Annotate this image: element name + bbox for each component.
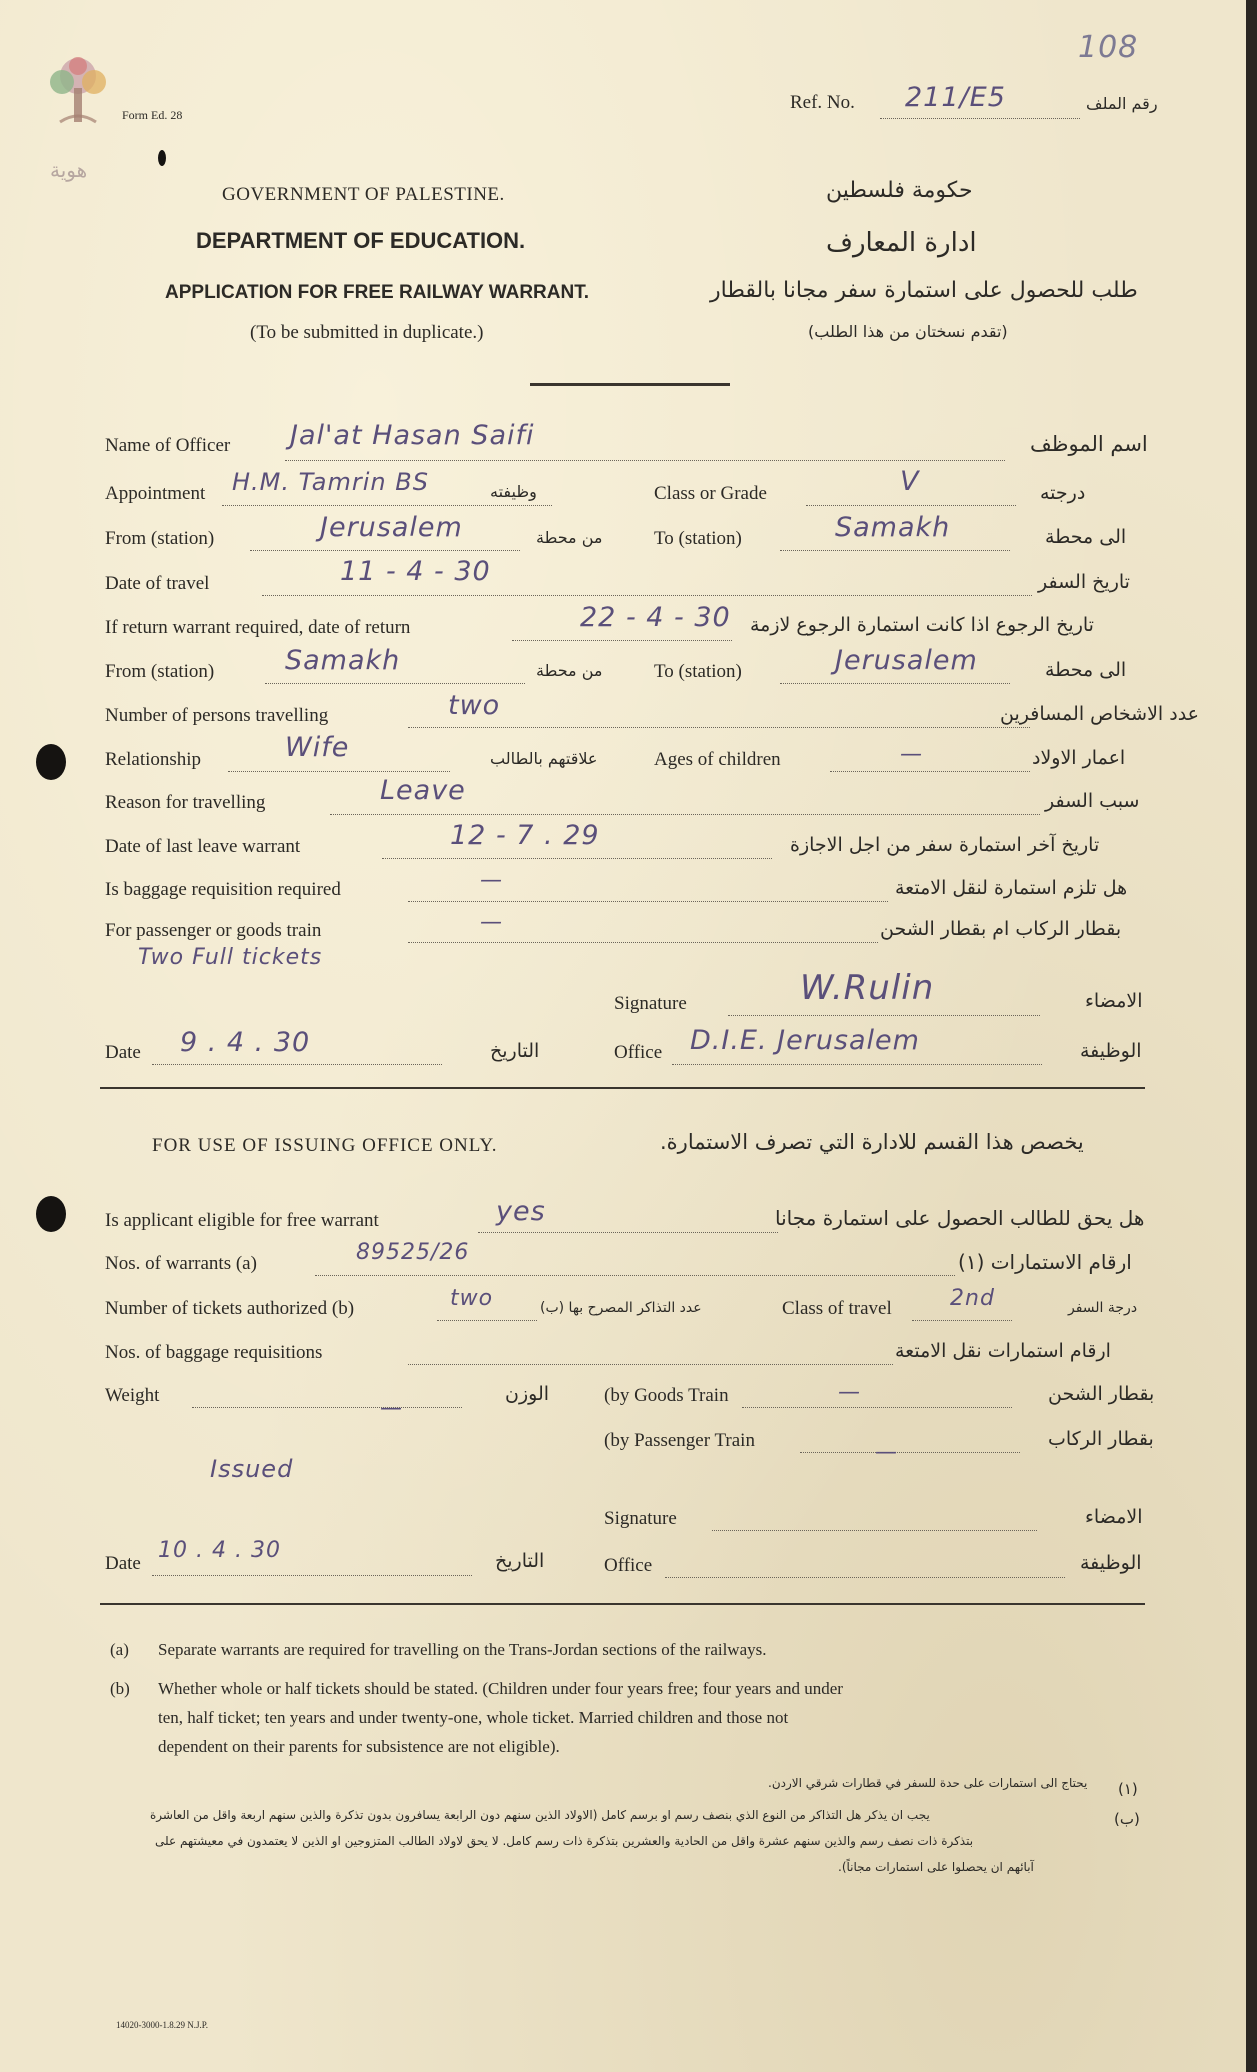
ink-mark <box>158 150 166 166</box>
footnote-b-mark: (b) <box>110 1679 130 1698</box>
footnote-ar-b-line2: بتذكرة ذات نصف رسم والذين سنهم عشرة واقل من الحادية والعشرين بتذكرة ذات رسم كامل. لا يحق لاولاد الطالب المتزوجين او الذين لا يعتمدون في معيشتهم على <box>155 1834 974 1848</box>
baggage-line <box>408 901 888 902</box>
date-travel-value: 11 - 4 - 30 <box>340 556 491 587</box>
class-line <box>806 505 1016 506</box>
officer-label-ar: اسم الموظف <box>1030 432 1148 456</box>
to1-value: Samakh <box>835 512 951 543</box>
class-label-ar: درجته <box>1040 482 1086 504</box>
date-value: 9 . 4 . 30 <box>180 1027 311 1058</box>
to2-label-ar: الى محطة <box>1045 659 1127 681</box>
from1-line <box>250 550 520 551</box>
date-label-ar: التاريخ <box>490 1040 540 1062</box>
form-note: (To be submitted in duplicate.) <box>250 322 484 343</box>
relationship-value: Wife <box>285 732 350 763</box>
return-line <box>512 640 732 641</box>
goods-value: — <box>838 1380 861 1405</box>
issuing-signature-line <box>712 1530 1037 1531</box>
persons-label: Number of persons travelling <box>105 705 329 726</box>
bag-req-label: Nos. of baggage requisitions <box>105 1342 323 1363</box>
ref-label: Ref. No. <box>790 92 855 113</box>
footnote-a: Separate warrants are required for travelling on the Trans-Jordan sections of the railways. <box>158 1640 767 1659</box>
from1-label-ar: من محطة <box>536 528 603 547</box>
date-travel-line <box>262 595 1032 596</box>
issuing-date-line <box>152 1575 472 1576</box>
class-travel-label: Class of travel <box>782 1298 892 1319</box>
train-line <box>408 942 878 943</box>
class-travel-value: 2nd <box>950 1286 995 1311</box>
eligible-label-ar: هل يحق للطالب الحصول على استمارة مجانا <box>775 1206 1145 1230</box>
ages-label: Ages of children <box>654 749 781 770</box>
issuing-date-value: 10 . 4 . 30 <box>158 1538 281 1563</box>
class-value: V <box>900 466 920 497</box>
goods-label-ar: بقطار الشحن <box>1048 1383 1155 1405</box>
eligible-label: Is applicant eligible for free warrant <box>105 1210 379 1231</box>
officer-line <box>285 460 1005 461</box>
return-label: If return warrant required, date of return <box>105 617 411 638</box>
logo-caption: هوية <box>50 158 88 182</box>
footnote-ar-b-mark: (ب) <box>1114 1810 1140 1828</box>
date-travel-label: Date of travel <box>105 573 210 594</box>
office-label-ar: الوظيفة <box>1080 1040 1142 1062</box>
issuing-signature-label: Signature <box>604 1508 677 1529</box>
eligible-value: yes <box>496 1196 546 1227</box>
relationship-label: Relationship <box>105 749 202 770</box>
to2-value: Jerusalem <box>835 645 978 676</box>
issuing-heading: FOR USE OF ISSUING OFFICE ONLY. <box>152 1135 498 1156</box>
gov-heading: GOVERNMENT OF PALESTINE. <box>222 184 505 205</box>
goods-line <box>742 1407 1012 1408</box>
return-label-ar: تاريخ الرجوع اذا كانت استمارة الرجوع لازمة <box>750 614 1094 636</box>
class-label: Class or Grade <box>654 483 767 504</box>
eligible-line <box>478 1232 778 1233</box>
relationship-label-ar: علاقتهم بالطالب <box>490 749 598 768</box>
issuing-heading-ar: يخصص هذا القسم للادارة التي تصرف الاستمارة. <box>660 1130 1084 1154</box>
tickets-label: Number of tickets authorized (b) <box>105 1298 355 1319</box>
signature-label: Signature <box>614 993 687 1014</box>
appointment-label-ar: وظيفته <box>490 482 537 501</box>
issuing-date-label-ar: التاريخ <box>495 1550 545 1572</box>
gov-heading-ar: حكومة فلسطين <box>826 178 973 203</box>
dept-heading: DEPARTMENT OF EDUCATION. <box>196 228 526 253</box>
weight-line <box>192 1407 462 1408</box>
to1-label-ar: الى محطة <box>1045 526 1127 548</box>
return-value: 22 - 4 - 30 <box>580 602 731 633</box>
footnote-ar-b-line1: يجب ان يذكر هل التذاكر من النوع الذي بنصف رسم او برسم كامل (الاولاد الذين سنهم دون الرابعة يسافرون بدون تذكرة والذين سنهم اربعة واقل من العاشرة <box>150 1808 930 1822</box>
from1-value: Jerusalem <box>320 512 463 543</box>
from2-line <box>265 683 525 684</box>
reason-label: Reason for travelling <box>105 792 266 813</box>
warrants-label-ar: ارقام الاستمارات (١) <box>958 1250 1132 1274</box>
train-label: For passenger or goods train <box>105 920 322 941</box>
form-note-ar: (تقدم نسختان من هذا الطلب) <box>808 322 1008 341</box>
appointment-label: Appointment <box>105 483 206 504</box>
train-value: — <box>480 910 503 935</box>
from2-label-ar: من محطة <box>536 661 603 680</box>
footnote-b-line1: Whether whole or half tickets should be stated. (Children under four years free; four years and under <box>158 1679 843 1698</box>
baggage-label: Is baggage requisition required <box>105 879 341 900</box>
class-travel-label-ar: درجة السفر <box>1068 1300 1138 1316</box>
baggage-label-ar: هل تلزم استمارة لنقل الامتعة <box>895 877 1128 899</box>
passenger-line <box>800 1452 1020 1453</box>
tickets-value: two <box>450 1286 494 1311</box>
appointment-value: H.M. Tamrin BS <box>232 468 429 496</box>
tree-logo-icon <box>40 52 116 152</box>
footnote-b-line3: dependent on their parents for subsistence are not eligible). <box>158 1737 560 1756</box>
warrants-value: 89525/26 <box>356 1240 470 1265</box>
train-label-ar: بقطار الركاب ام بقطار الشحن <box>880 918 1122 940</box>
issuing-office-line <box>665 1577 1065 1578</box>
passenger-label-ar: بقطار الركاب <box>1048 1428 1154 1450</box>
archive-logo <box>40 52 116 152</box>
goods-label: (by Goods Train <box>604 1385 729 1406</box>
relationship-line <box>228 771 450 772</box>
warrants-label: Nos. of warrants (a) <box>105 1253 257 1274</box>
footnote-ar-b-line3: آبائهم ان يحصلوا على استمارات مجاناً). <box>838 1860 1034 1874</box>
issuing-signature-label-ar: الامضاء <box>1085 1506 1143 1528</box>
date-travel-label-ar: تاريخ السفر <box>1038 571 1130 593</box>
reason-line <box>330 814 1040 815</box>
date-line <box>152 1064 442 1065</box>
reason-value: Leave <box>380 775 466 806</box>
persons-label-ar: عدد الاشخاص المسافرين <box>1000 703 1200 725</box>
page-number: 108 <box>1078 30 1139 65</box>
last-leave-value: 12 - 7 . 29 <box>450 820 600 851</box>
from2-value: Samakh <box>285 645 401 676</box>
ref-value: 211/E5 <box>905 82 1006 113</box>
ages-line <box>830 771 1030 772</box>
class-travel-line <box>912 1320 1012 1321</box>
dept-heading-ar: ادارة المعارف <box>826 228 977 258</box>
last-leave-line <box>382 858 772 859</box>
issuing-office-label-ar: الوظيفة <box>1080 1552 1142 1574</box>
warrants-line <box>315 1275 955 1276</box>
signature-value: W.Rulin <box>800 968 935 1008</box>
persons-line <box>408 727 1030 728</box>
weight-value: — <box>380 1396 403 1421</box>
appointment-line <box>222 505 552 506</box>
officer-label: Name of Officer <box>105 435 231 456</box>
form-edition: Form Ed. 28 <box>122 108 183 122</box>
last-leave-label: Date of last leave warrant <box>105 836 301 857</box>
passenger-label: (by Passenger Train <box>604 1430 755 1451</box>
to1-line <box>780 550 1010 551</box>
to2-line <box>780 683 1010 684</box>
issuing-date-label: Date <box>105 1553 141 1574</box>
office-line <box>672 1064 1042 1065</box>
bag-req-label-ar: ارقام استمارات نقل الامتعة <box>895 1340 1111 1362</box>
office-value: D.I.E. Jerusalem <box>690 1025 920 1056</box>
footnote-ar-a: يحتاج الى استمارات على حدة للسفر في قطارات شرقي الاردن. <box>768 1776 1088 1790</box>
punch-hole-bottom <box>36 1196 66 1232</box>
punch-hole-top <box>36 744 66 780</box>
last-leave-label-ar: تاريخ آخر استمارة سفر من اجل الاجازة <box>790 834 1100 856</box>
baggage-value: — <box>480 868 503 893</box>
passenger-value: — <box>875 1440 898 1465</box>
to1-label: To (station) <box>654 528 742 549</box>
to2-label: To (station) <box>654 661 742 682</box>
weight-label: Weight <box>105 1385 160 1406</box>
footnote-b-line2: ten, half ticket; ten years and under twenty-one, whole ticket. Married children and those not <box>158 1708 789 1727</box>
train-note: Two Full tickets <box>138 945 323 970</box>
header-rule <box>530 383 730 386</box>
issued-note: Issued <box>210 1455 294 1483</box>
ref-line <box>880 118 1080 119</box>
persons-value: two <box>448 690 501 721</box>
ages-label-ar: اعمار الاولاد <box>1032 747 1126 769</box>
print-code: 14020-3000-1.8.29 N.J.P. <box>116 2020 209 2030</box>
footer-rule <box>100 1603 1145 1605</box>
tickets-label-ar: عدد التذاكر المصرح بها (ب) <box>540 1300 702 1316</box>
section-rule <box>100 1087 1145 1089</box>
form-title-ar: طلب للحصول على استمارة سفر مجانا بالقطار <box>710 278 1138 303</box>
form-title: APPLICATION FOR FREE RAILWAY WARRANT. <box>165 282 590 303</box>
ref-label-ar: رقم الملف <box>1086 94 1158 113</box>
weight-label-ar: الوزن <box>505 1383 550 1405</box>
date-label: Date <box>105 1042 141 1063</box>
reason-label-ar: سبب السفر <box>1045 790 1140 812</box>
bag-req-line <box>408 1364 893 1365</box>
issuing-office-label: Office <box>604 1555 653 1576</box>
office-label: Office <box>614 1042 663 1063</box>
footnote-ar-a-mark: (١) <box>1118 1780 1138 1798</box>
officer-value: Jal'at Hasan Saifi <box>290 420 535 451</box>
ages-value: — <box>900 742 923 767</box>
signature-label-ar: الامضاء <box>1085 990 1143 1012</box>
from2-label: From (station) <box>105 661 215 682</box>
signature-line <box>728 1015 1040 1016</box>
from1-label: From (station) <box>105 528 215 549</box>
footnote-a-mark: (a) <box>110 1640 129 1659</box>
tickets-line <box>437 1320 537 1321</box>
